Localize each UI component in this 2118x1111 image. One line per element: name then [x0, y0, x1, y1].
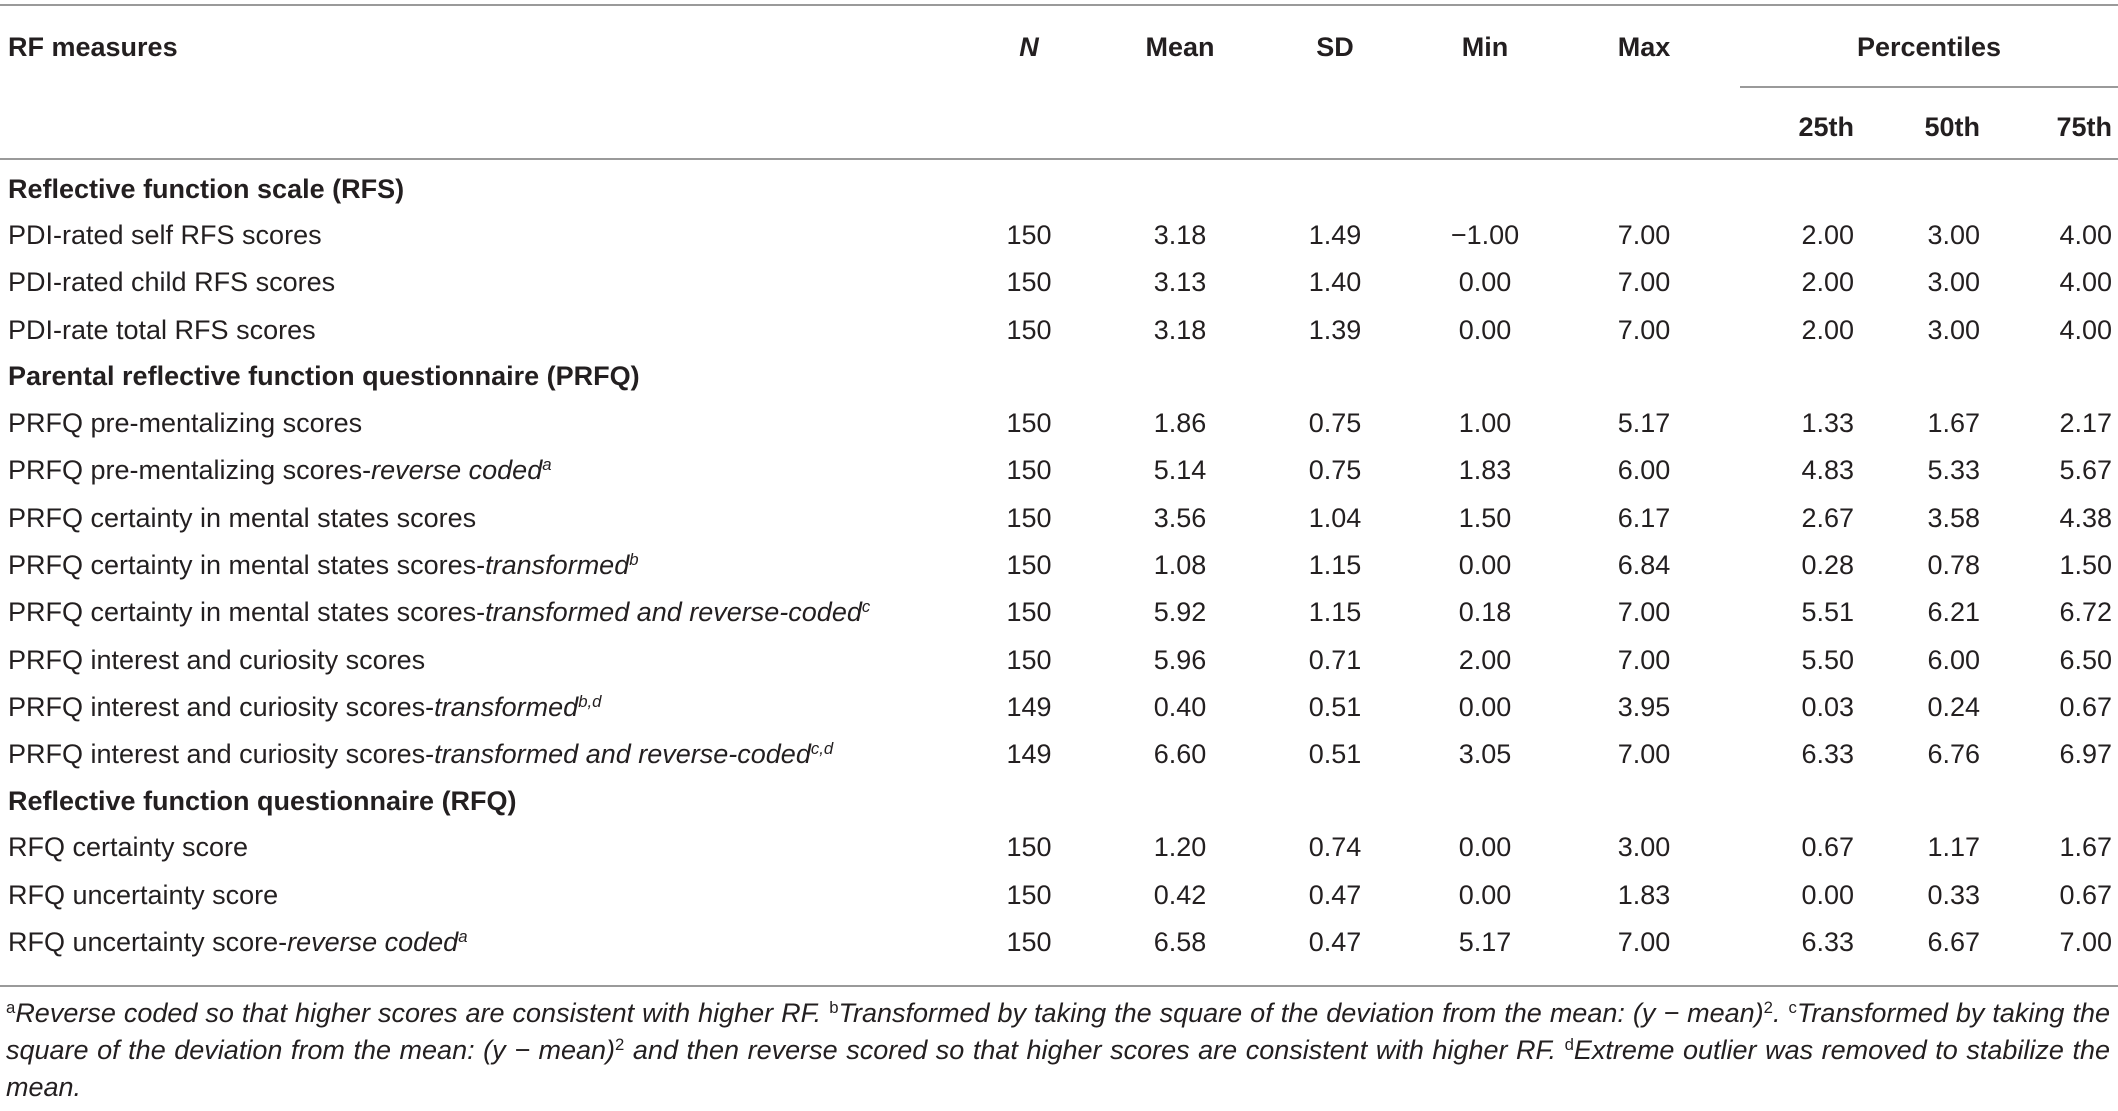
header-sd: SD	[1316, 31, 1354, 62]
cell-sd: 0.51	[1308, 739, 1362, 770]
row-label	[0, 684, 958, 731]
percentiles-rule	[1740, 86, 2118, 88]
cell-mean: 1.08	[1153, 549, 1207, 580]
footnote-b	[829, 998, 1780, 1028]
cell-n: 150	[1006, 314, 1052, 345]
header-blank	[958, 88, 1100, 166]
footnote-exponent: 2	[1763, 997, 1773, 1017]
header-blank	[1560, 88, 1728, 166]
row-label-text: PRFQ interest and curiosity scores	[8, 644, 426, 675]
footnote-marker: b,d	[578, 691, 602, 711]
cell-p75: 1.50	[2059, 549, 2112, 580]
footnote-mark: b	[829, 997, 839, 1017]
cell-sd: 1.39	[1308, 314, 1362, 345]
header-mean: Mean	[1145, 31, 1215, 62]
row-label-text: PDI-rated self RFS scores	[8, 220, 322, 251]
row-label	[0, 307, 958, 354]
cell-mean: 0.42	[1153, 879, 1207, 910]
cell-n: 150	[1006, 502, 1052, 533]
cell-min: 1.83	[1458, 455, 1512, 486]
cell-n: 150	[1006, 220, 1052, 251]
row-label-qualifier: reverse coded	[287, 927, 459, 957]
cell-mean: 1.20	[1153, 832, 1207, 863]
header-n-text: N	[1019, 31, 1039, 62]
row-label-text: PRFQ interest and curiosity scores-	[8, 739, 435, 770]
table-bottom-rule	[0, 985, 2118, 987]
cell-n: 150	[1006, 879, 1052, 910]
row-label	[0, 824, 958, 871]
cell-p75: 6.50	[2059, 644, 2112, 675]
cell-sd: 1.15	[1308, 549, 1362, 580]
cell-max: 7.00	[1617, 927, 1671, 957]
cell-p50: 0.33	[1927, 879, 1980, 910]
cell-min: 1.00	[1458, 408, 1512, 439]
footnote-a	[6, 998, 821, 1028]
row-label-text: PRFQ certainty in mental states scores-	[8, 549, 486, 580]
section-header-row	[0, 166, 2118, 212]
cell-p25: 0.28	[1801, 549, 1854, 580]
cell-mean: 6.58	[1153, 927, 1207, 957]
cell-max: 6.17	[1617, 502, 1671, 533]
table-row	[0, 447, 2118, 494]
rf-measures-table	[0, 6, 2118, 966]
cell-p75: 4.00	[2059, 220, 2112, 251]
header-percentiles	[1728, 6, 2118, 88]
cell-n: 149	[1006, 739, 1052, 770]
cell-p75: 4.00	[2059, 314, 2112, 345]
row-label	[0, 542, 958, 589]
cell-p75: 2.17	[2059, 408, 2112, 439]
cell-p50: 5.33	[1927, 455, 1980, 486]
cell-p50: 1.17	[1927, 832, 1980, 863]
cell-max: 7.00	[1617, 739, 1671, 770]
cell-p75: 4.38	[2059, 502, 2112, 533]
table-row	[0, 919, 2118, 966]
cell-sd: 0.75	[1308, 455, 1362, 486]
footnote-marker: c	[861, 597, 871, 617]
cell-n: 150	[1006, 832, 1052, 863]
table-row	[0, 872, 2118, 919]
table-row	[0, 824, 2118, 871]
table-row	[0, 259, 2118, 306]
cell-p25: 5.50	[1801, 644, 1854, 675]
cell-sd: 0.71	[1308, 644, 1362, 675]
cell-p50: 6.76	[1927, 739, 1980, 770]
row-label-text: RFQ uncertainty score-	[8, 927, 288, 957]
footnote-mark: c	[1788, 997, 1797, 1017]
table-row	[0, 400, 2118, 447]
cell-mean: 0.40	[1153, 691, 1207, 722]
table-body	[0, 166, 2118, 966]
cell-sd: 0.75	[1308, 408, 1362, 439]
cell-max: 6.84	[1617, 549, 1671, 580]
footnote-text: Transformed by taking the square of the deviation from the mean: (y − mean)	[6, 998, 2110, 1065]
row-label	[0, 494, 958, 541]
header-p75: 75th	[2056, 111, 2112, 142]
cell-max: 3.95	[1617, 691, 1671, 722]
cell-max: 7.00	[1617, 267, 1671, 298]
cell-p75: 0.67	[2059, 879, 2112, 910]
cell-min: 0.18	[1458, 597, 1512, 628]
cell-sd: 0.47	[1308, 927, 1362, 957]
cell-p25: 2.00	[1801, 314, 1854, 345]
cell-min: −1.00	[1450, 220, 1520, 251]
cell-sd: 1.49	[1308, 220, 1362, 251]
row-label	[0, 636, 958, 683]
cell-p25: 1.33	[1801, 408, 1854, 439]
table-row	[0, 684, 2118, 731]
row-label-qualifier: transformed	[485, 549, 630, 580]
row-label-text: PRFQ certainty in mental states scores-	[8, 597, 486, 628]
cell-n: 150	[1006, 267, 1052, 298]
section-header-row	[0, 778, 2118, 824]
header-p25: 25th	[1798, 111, 1854, 142]
row-label	[0, 259, 958, 306]
section-title: Reflective function scale (RFS)	[8, 173, 405, 204]
cell-p25: 6.33	[1801, 927, 1854, 957]
cell-max: 7.00	[1617, 220, 1671, 251]
footnote-text: Extreme outlier was removed to stabilize the mean.	[6, 1035, 2110, 1102]
row-label-qualifier: transformed and reverse-coded	[434, 739, 811, 770]
cell-p75: 7.00	[2059, 927, 2112, 957]
row-label-text: PRFQ certainty in mental states scores	[8, 502, 477, 533]
cell-p25: 0.03	[1801, 691, 1854, 722]
header-min: Min	[1461, 31, 1509, 62]
cell-p25: 2.00	[1801, 220, 1854, 251]
cell-max: 7.00	[1617, 597, 1671, 628]
cell-n: 150	[1006, 408, 1052, 439]
footnote-mark: a	[6, 997, 16, 1017]
cell-mean: 3.13	[1153, 267, 1207, 298]
cell-p75: 5.67	[2059, 455, 2112, 486]
cell-p25: 6.33	[1801, 739, 1854, 770]
row-label	[0, 589, 958, 636]
cell-p25: 4.83	[1801, 455, 1854, 486]
cell-p25: 0.00	[1801, 879, 1854, 910]
cell-p75: 4.00	[2059, 267, 2112, 298]
cell-min: 0.00	[1458, 832, 1512, 863]
cell-sd: 0.47	[1308, 879, 1362, 910]
cell-p50: 1.67	[1927, 408, 1980, 439]
cell-mean: 3.56	[1153, 502, 1207, 533]
table-row	[0, 494, 2118, 541]
cell-p50: 6.00	[1927, 644, 1980, 675]
cell-p50: 3.00	[1927, 267, 1980, 298]
cell-p50: 3.58	[1927, 502, 1980, 533]
cell-min: 0.00	[1458, 314, 1512, 345]
cell-min: 1.50	[1458, 502, 1512, 533]
header-blank	[1410, 88, 1560, 166]
footnote-marker: a	[542, 455, 552, 475]
table-footnotes	[6, 995, 2110, 1106]
header-rf-measures: RF measures	[8, 31, 178, 62]
footnote-marker: a	[458, 926, 468, 946]
footnote-mark: d	[1564, 1034, 1574, 1054]
cell-mean: 1.86	[1153, 408, 1207, 439]
cell-sd: 1.40	[1308, 267, 1362, 298]
row-label-text: PRFQ pre-mentalizing scores-	[8, 455, 372, 486]
row-label-text: PRFQ pre-mentalizing scores	[8, 408, 363, 439]
cell-p25: 5.51	[1801, 597, 1854, 628]
footnote-marker: c,d	[810, 738, 834, 758]
cell-min: 5.17	[1458, 927, 1512, 957]
cell-max: 3.00	[1617, 832, 1671, 863]
row-label-text: PRFQ interest and curiosity scores-	[8, 691, 435, 722]
cell-p50: 6.67	[1927, 927, 1980, 957]
row-label-text: RFQ certainty score	[8, 832, 249, 863]
cell-mean: 5.92	[1153, 597, 1207, 628]
header-row-2	[0, 88, 2118, 166]
cell-max: 7.00	[1617, 644, 1671, 675]
cell-sd: 0.74	[1308, 832, 1362, 863]
cell-min: 2.00	[1458, 644, 1512, 675]
header-percentiles-text: Percentiles	[1856, 31, 2002, 62]
cell-max: 7.00	[1617, 314, 1671, 345]
cell-p25: 2.00	[1801, 267, 1854, 298]
cell-min: 0.00	[1458, 267, 1512, 298]
cell-p75: 1.67	[2059, 832, 2112, 863]
cell-sd: 1.04	[1308, 502, 1362, 533]
section-header-row	[0, 354, 2118, 400]
cell-p50: 0.78	[1927, 549, 1980, 580]
cell-p75: 6.97	[2059, 739, 2112, 770]
cell-p50: 3.00	[1927, 220, 1980, 251]
footnote-text: Reverse coded so that higher scores are consistent with higher RF.	[15, 998, 822, 1028]
table-row	[0, 731, 2118, 778]
cell-p50: 0.24	[1927, 691, 1980, 722]
cell-p75: 0.67	[2059, 691, 2112, 722]
cell-min: 0.00	[1458, 549, 1512, 580]
row-label-qualifier: transformed and reverse-coded	[485, 597, 862, 628]
cell-n: 150	[1006, 549, 1052, 580]
cell-min: 3.05	[1458, 739, 1512, 770]
footnote-marker: b	[629, 549, 639, 569]
cell-sd: 0.51	[1308, 691, 1362, 722]
cell-mean: 3.18	[1153, 220, 1207, 251]
cell-p50: 6.21	[1927, 597, 1980, 628]
header-n	[958, 6, 1100, 88]
cell-min: 0.00	[1458, 879, 1512, 910]
cell-n: 150	[1006, 927, 1052, 957]
cell-mean: 5.96	[1153, 644, 1207, 675]
table-row	[0, 212, 2118, 259]
row-label	[0, 400, 958, 447]
footnote-text: Transformed by taking the square of the deviation from the mean: (y − mean)	[838, 998, 1764, 1028]
row-label	[0, 872, 958, 919]
section-title: Reflective function questionnaire (RFQ)	[8, 785, 517, 816]
cell-p25: 0.67	[1801, 832, 1854, 863]
table-row	[0, 636, 2118, 683]
row-label-text: PDI-rated child RFS scores	[8, 267, 336, 298]
header-blank	[0, 88, 958, 166]
table-row	[0, 307, 2118, 354]
row-label	[0, 447, 958, 494]
cell-max: 1.83	[1617, 879, 1671, 910]
cell-mean: 5.14	[1153, 455, 1207, 486]
cell-min: 0.00	[1458, 691, 1512, 722]
cell-n: 150	[1006, 644, 1052, 675]
header-row-1	[0, 6, 2118, 88]
header-p50: 50th	[1924, 111, 1980, 142]
header-blank	[1260, 88, 1410, 166]
footnote-text-continued: .	[1772, 998, 1781, 1028]
cell-max: 5.17	[1617, 408, 1671, 439]
row-label-text: RFQ uncertainty score	[8, 879, 279, 910]
cell-max: 6.00	[1617, 455, 1671, 486]
cell-mean: 6.60	[1153, 739, 1207, 770]
cell-n: 150	[1006, 597, 1052, 628]
cell-mean: 3.18	[1153, 314, 1207, 345]
row-label	[0, 731, 958, 778]
footnote-text-continued: and then reverse scored so that higher scores are consistent with higher RF.	[624, 1035, 1557, 1065]
table-row	[0, 542, 2118, 589]
cell-n: 150	[1006, 455, 1052, 486]
header-blank	[1100, 88, 1260, 166]
row-label-qualifier: transformed	[434, 691, 579, 722]
section-title: Parental reflective function questionnaire (PRFQ)	[8, 361, 640, 392]
footnote-exponent: 2	[615, 1034, 625, 1054]
row-label-qualifier: reverse coded	[371, 455, 543, 486]
row-label	[0, 919, 958, 966]
cell-p25: 2.67	[1801, 502, 1854, 533]
cell-p50: 3.00	[1927, 314, 1980, 345]
row-label	[0, 212, 958, 259]
cell-p75: 6.72	[2059, 597, 2112, 628]
table-row	[0, 589, 2118, 636]
header-max: Max	[1617, 31, 1671, 62]
cell-n: 149	[1006, 691, 1052, 722]
row-label-text: PDI-rate total RFS scores	[8, 314, 316, 345]
cell-sd: 1.15	[1308, 597, 1362, 628]
